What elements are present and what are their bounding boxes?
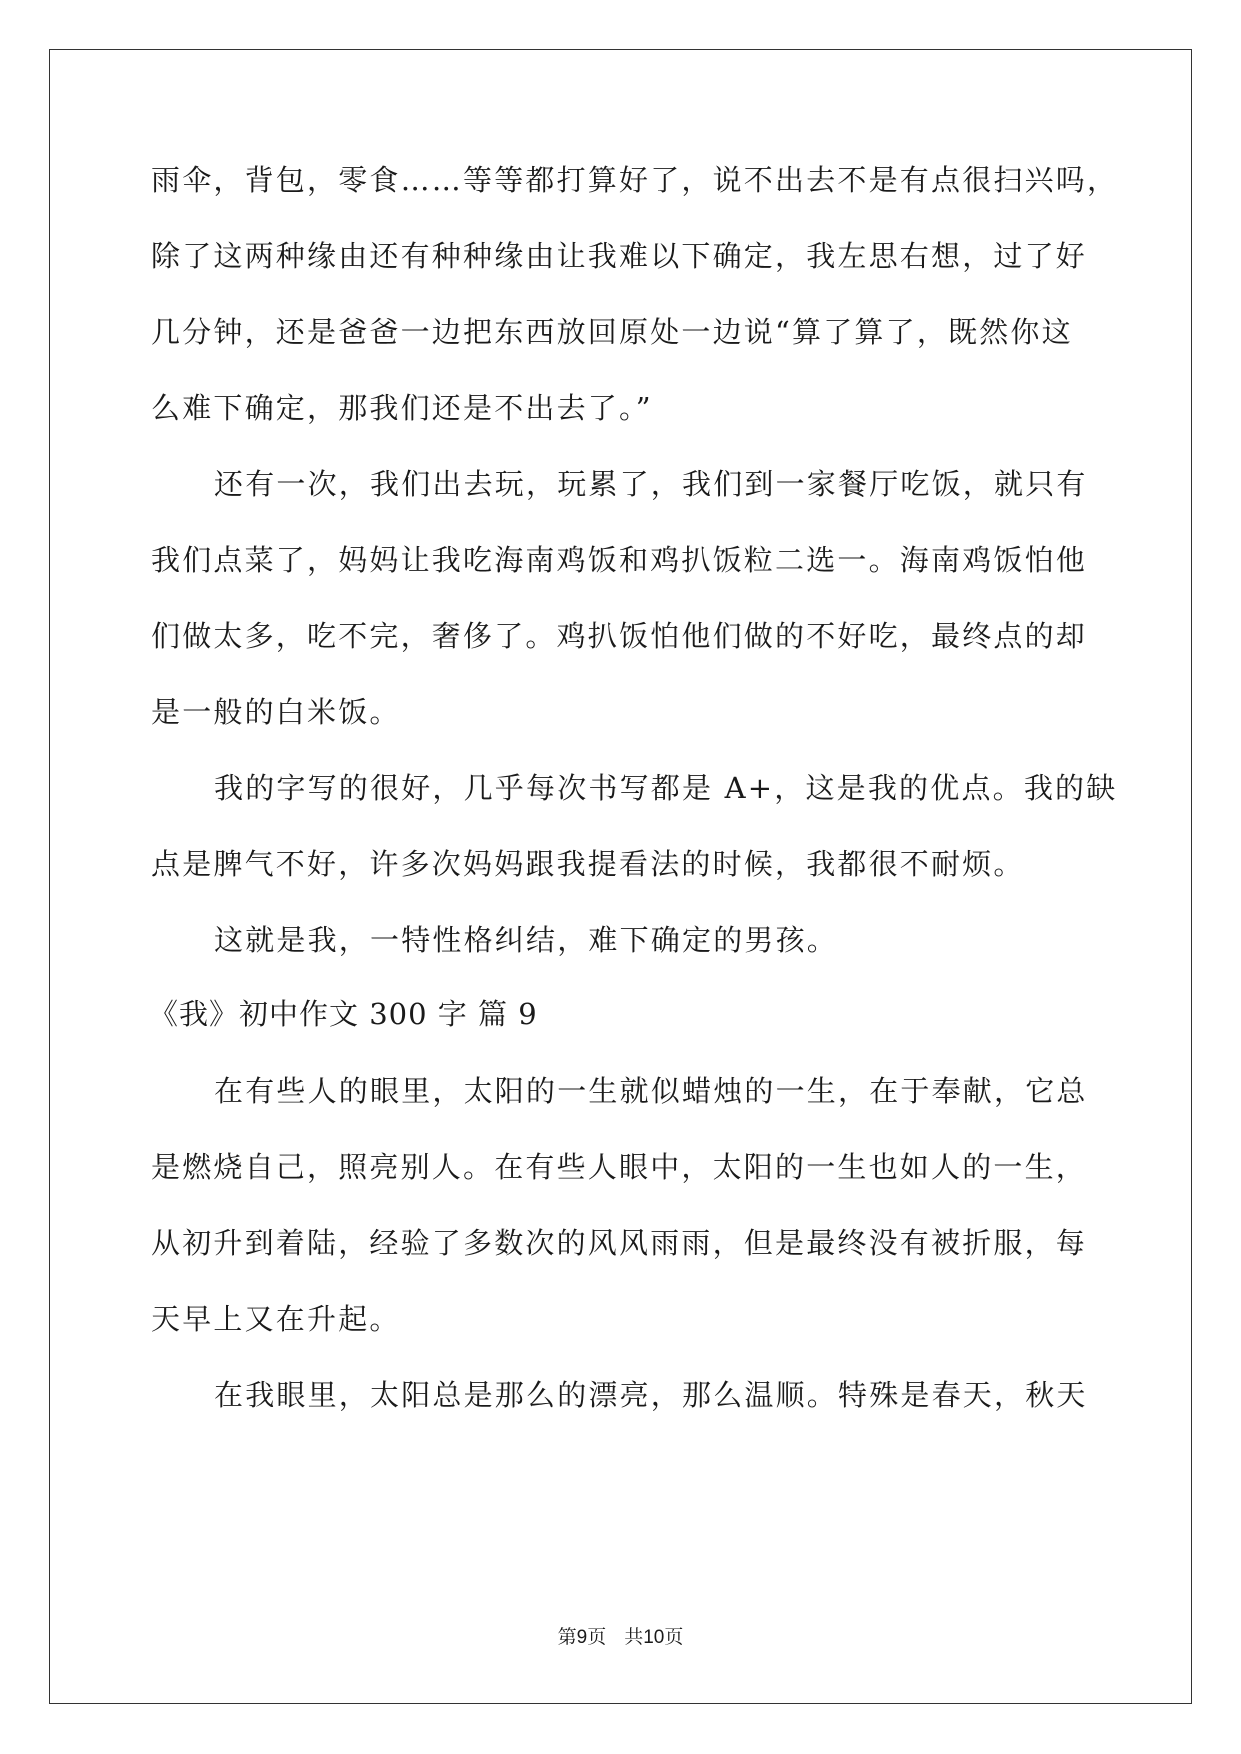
text-line: 除了这两种缘由还有种种缘由让我难以下确定，我左思右想，过了好 — [151, 239, 1088, 273]
text-line: 我们点菜了，妈妈让我吃海南鸡饭和鸡扒饭粒二选一。海南鸡饭怕他 — [151, 543, 1088, 577]
text-line: 这就是我，一特性格纠结，难下确定的男孩。 — [214, 923, 839, 957]
total-prefix: 共 — [624, 1626, 644, 1648]
text-line: 是燃烧自己，照亮别人。在有些人眼中，太阳的一生也如人的一生， — [151, 1150, 1088, 1184]
total-suffix: 页 — [664, 1626, 684, 1648]
page-number: 9 — [576, 1627, 588, 1648]
page-footer — [0, 1625, 1241, 1650]
text-line: 天早上又在升起。 — [151, 1302, 401, 1336]
total-pages: 10 — [643, 1627, 665, 1648]
section-heading: 《我》初中作文 300 字 篇 9 — [149, 997, 538, 1031]
text-line: 在我眼里，太阳总是那么的漂亮，那么温顺。特殊是春天，秋天 — [214, 1378, 1088, 1412]
text-line: 在有些人的眼里，太阳的一生就似蜡烛的一生，在于奉献，它总 — [214, 1074, 1088, 1108]
text-line: 是一般的白米饭。 — [151, 695, 401, 729]
text-line: 从初升到着陆，经验了多数次的风风雨雨，但是最终没有被折服，每 — [151, 1226, 1088, 1260]
text-line: 几分钟，还是爸爸一边把东西放回原处一边说“算了算了，既然你这 — [151, 315, 1073, 349]
text-line: 雨伞，背包，零食……等等都打算好了，说不出去不是有点很扫兴吗， — [151, 163, 1119, 197]
text-line: 还有一次，我们出去玩，玩累了，我们到一家餐厅吃饭，就只有 — [214, 467, 1088, 501]
text-line: 们做太多，吃不完，奢侈了。鸡扒饭怕他们做的不好吃，最终点的却 — [151, 619, 1088, 653]
page-prefix: 第 — [557, 1626, 577, 1648]
page-suffix: 页 — [587, 1626, 607, 1648]
text-line: 点是脾气不好，许多次妈妈跟我提看法的时候，我都很不耐烦。 — [151, 847, 1025, 881]
text-line: 么难下确定，那我们还是不出去了。” — [151, 391, 653, 425]
text-line: 我的字写的很好，几乎每次书写都是 A+，这是我的优点。我的缺 — [214, 771, 1118, 805]
